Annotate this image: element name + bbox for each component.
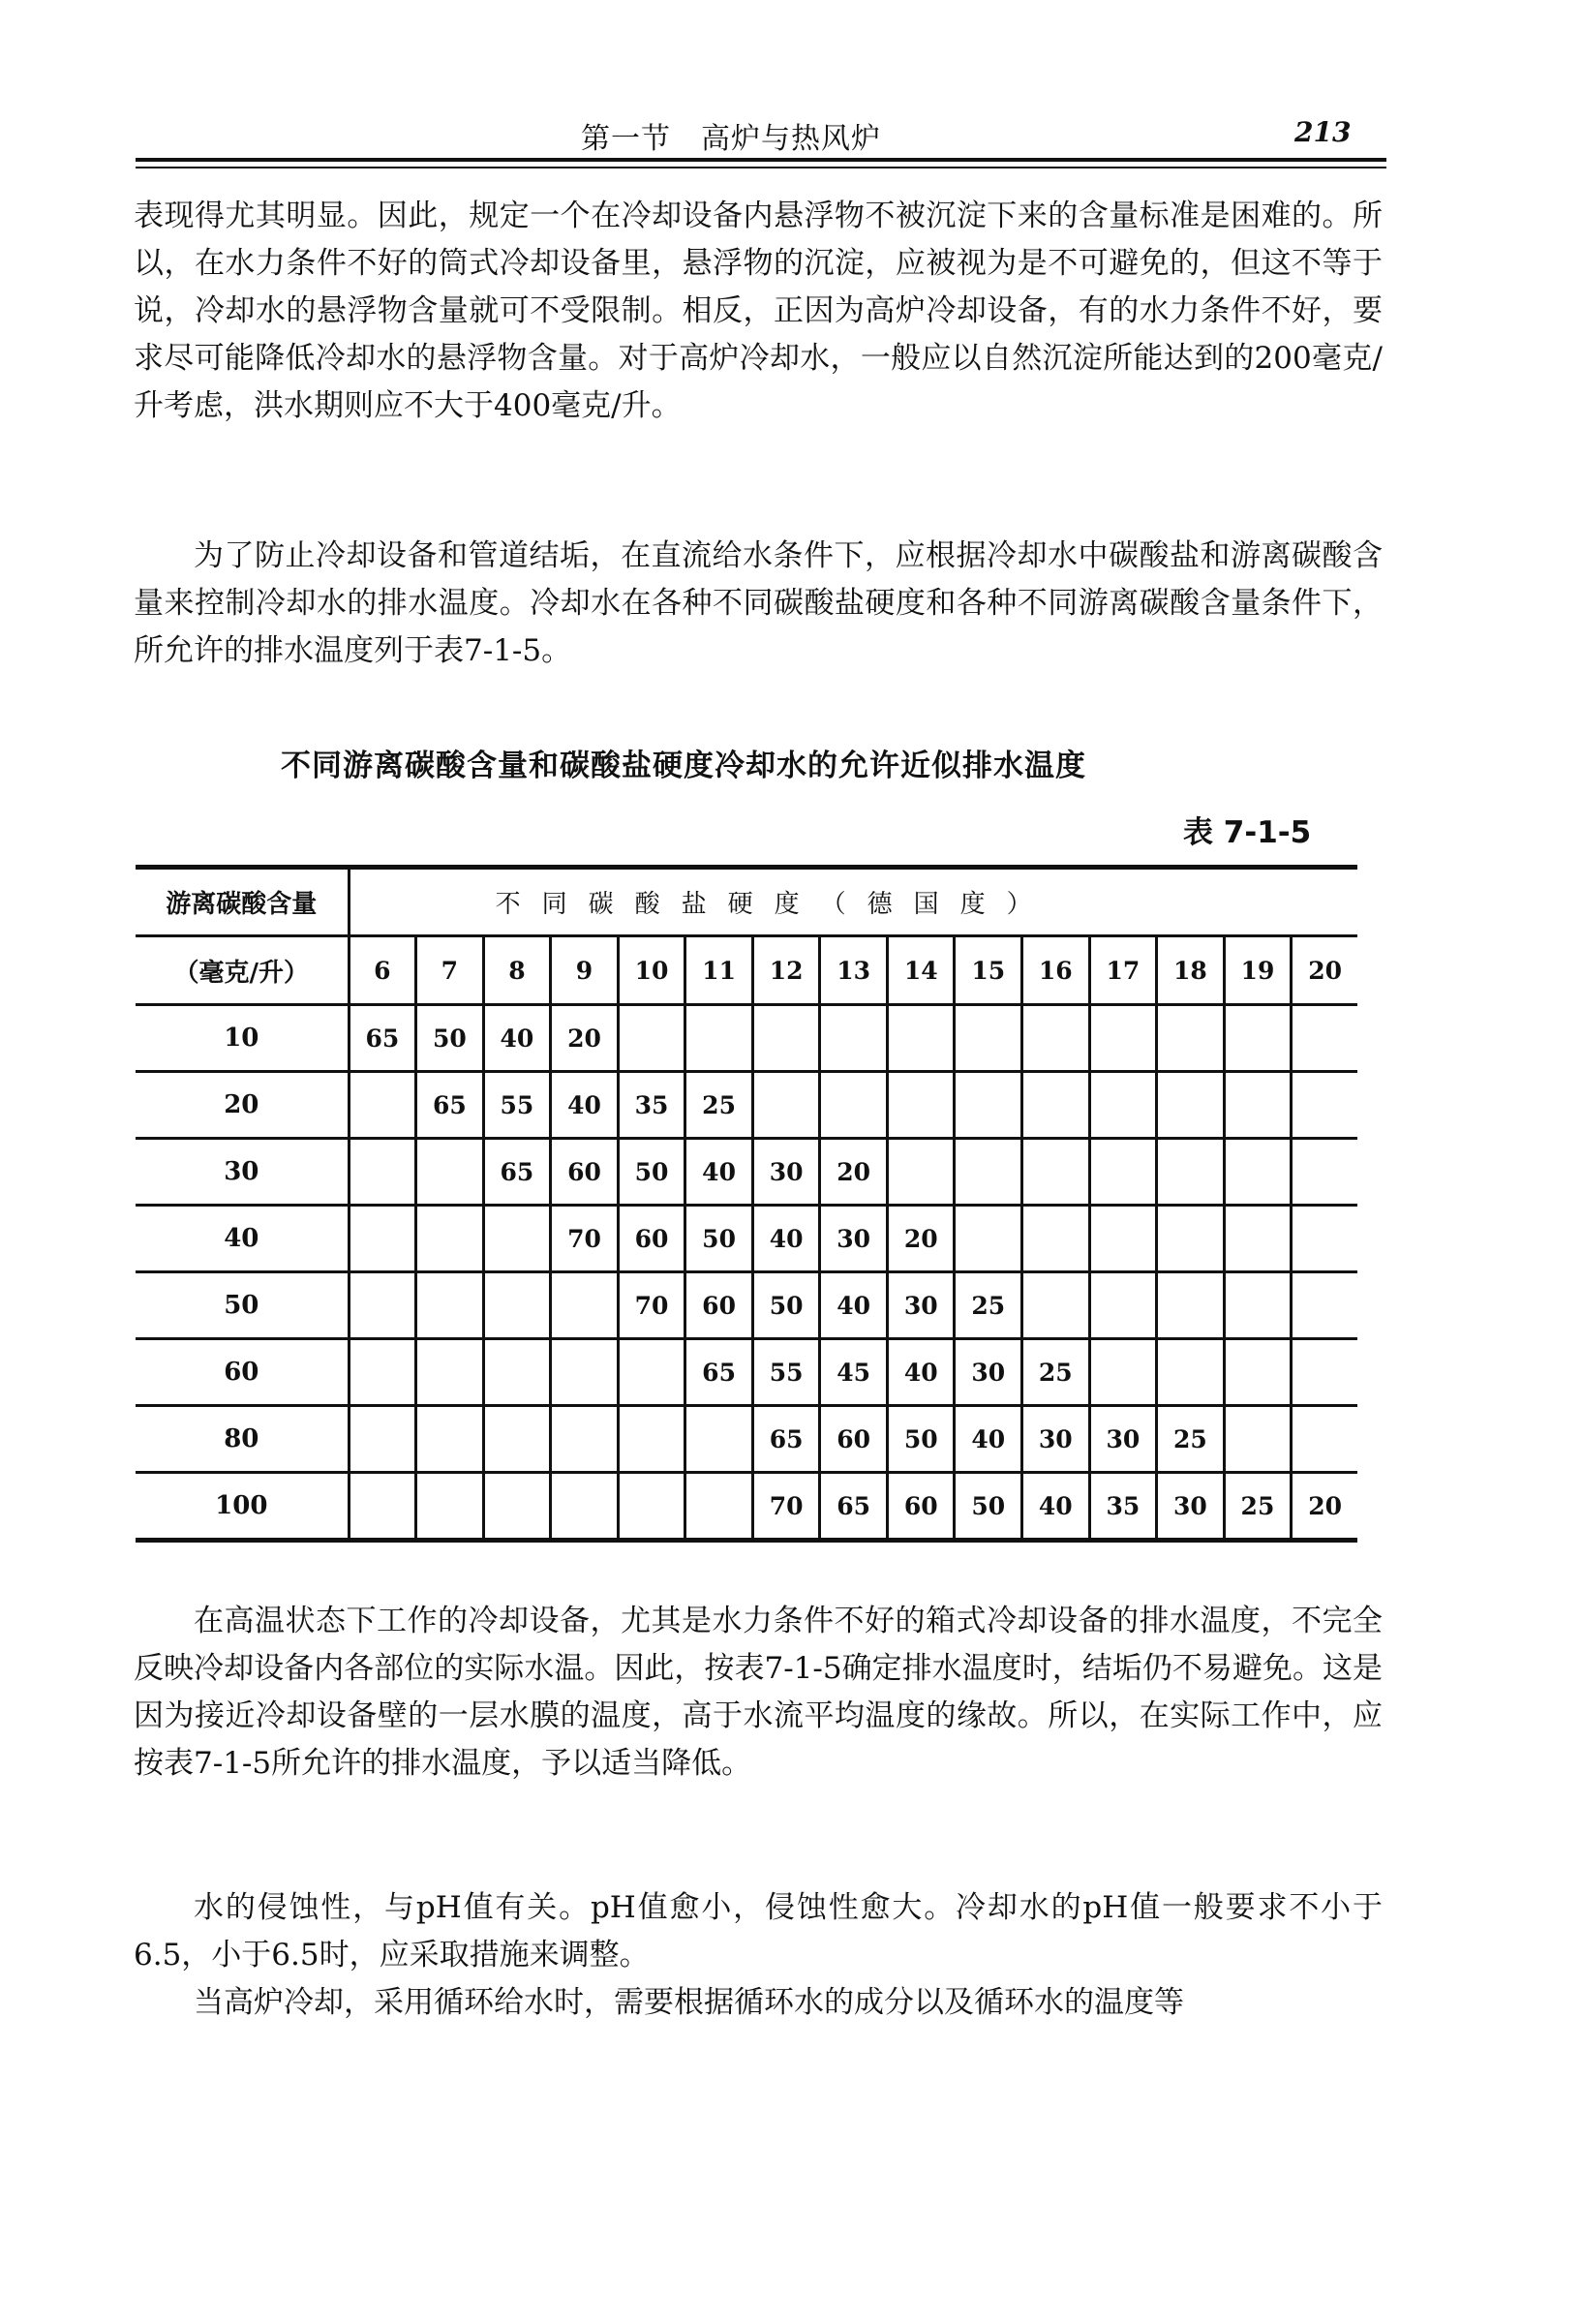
row-header-unit: （毫克/升） [136, 936, 349, 1005]
table-cell [1224, 1406, 1292, 1473]
table-cell: 60 [887, 1473, 955, 1541]
table-cell [618, 1339, 685, 1406]
table-row [136, 1206, 1357, 1272]
table-cell [1224, 1139, 1292, 1206]
table-cell [1089, 1139, 1157, 1206]
table-cell: 40 [887, 1339, 955, 1406]
table-cell [1022, 1139, 1090, 1206]
table-cell [955, 1139, 1022, 1206]
column-header-hardness: 14 [887, 936, 955, 1005]
column-header-hardness: 10 [618, 936, 685, 1005]
table-cell [887, 1072, 955, 1139]
table-cell [1089, 1339, 1157, 1406]
table-cell [416, 1272, 484, 1339]
table-cell [618, 1406, 685, 1473]
table-cell [1089, 1272, 1157, 1339]
table-cell [1157, 1272, 1225, 1339]
discharge-temperature-table [136, 865, 1357, 1543]
table-row [136, 1339, 1357, 1406]
column-header-hardness: 15 [955, 936, 1022, 1005]
table-cell [551, 1272, 619, 1339]
table-cell [752, 1072, 820, 1139]
table-cell [1157, 1339, 1225, 1406]
table-row [136, 1473, 1357, 1541]
table-cell [416, 1139, 484, 1206]
table-cell: 60 [618, 1206, 685, 1272]
header-rule-thin [136, 167, 1386, 168]
table-cell: 40 [820, 1272, 888, 1339]
table-cell [483, 1406, 551, 1473]
row-label-free-co2: 30 [136, 1139, 349, 1206]
column-header-hardness: 11 [685, 936, 753, 1005]
table-cell [1292, 1339, 1357, 1406]
table-cell [1292, 1005, 1357, 1072]
table-cell: 70 [551, 1206, 619, 1272]
table-cell [618, 1005, 685, 1072]
table-cell [887, 1005, 955, 1072]
table-cell: 30 [1022, 1406, 1090, 1473]
table-cell: 25 [685, 1072, 753, 1139]
table-cell [416, 1206, 484, 1272]
table-cell: 25 [1022, 1339, 1090, 1406]
table-title: 不同游离碳酸含量和碳酸盐硬度冷却水的允许近似排水温度 [281, 749, 1086, 783]
table-row [136, 1072, 1357, 1139]
table-cell [483, 1339, 551, 1406]
table-cell [416, 1473, 484, 1541]
table-cell: 40 [685, 1139, 753, 1206]
paragraph-ph-value: 水的侵蚀性，与pH值有关。pH值愈小，侵蚀性愈大。冷却水的pH值一般要求不小于6.5，小于6.5时，应采取措施来调整。 [134, 1890, 1383, 1972]
table-cell [1022, 1005, 1090, 1072]
table-cell: 30 [1157, 1473, 1225, 1541]
table-row [136, 1406, 1357, 1473]
table-cell: 30 [887, 1272, 955, 1339]
table-cell [349, 1473, 416, 1541]
column-header-hardness: 6 [349, 936, 416, 1005]
table-cell: 25 [955, 1272, 1022, 1339]
table-cell: 20 [820, 1139, 888, 1206]
table-cell [1157, 1072, 1225, 1139]
table-cell: 60 [551, 1139, 619, 1206]
paragraph-high-temperature: 在高温状态下工作的冷却设备，尤其是水力条件不好的箱式冷却设备的排水温度，不完全反映冷却设备内各部位的实际水温。因此，按表7-1-5确定排水温度时，结垢仍不易避免。这是因为接近冷却设备壁的一层水膜的温度，高于水流平均温度的缘故。所以，在实际工作中，应按表7-1-5所允许的排水温度，予以适当降低。 [134, 1604, 1383, 1781]
table-cell [887, 1139, 955, 1206]
table-cell: 65 [416, 1072, 484, 1139]
paragraph-scaling-prevention: 为了防止冷却设备和管道结垢，在直流给水条件下，应根据冷却水中碳酸盐和游离碳酸含量来控制冷却水的排水温度。冷却水在各种不同碳酸盐硬度和各种不同游离碳酸含量条件下，所允许的排水温度列于表7-1-5。 [134, 538, 1383, 668]
table-cell [1224, 1005, 1292, 1072]
row-label-free-co2: 20 [136, 1072, 349, 1139]
table-cell: 40 [483, 1005, 551, 1072]
table-cell: 55 [752, 1339, 820, 1406]
table-cell [349, 1339, 416, 1406]
table-cell: 35 [1089, 1473, 1157, 1541]
table-cell [349, 1206, 416, 1272]
table-cell [820, 1072, 888, 1139]
table-cell [1292, 1206, 1357, 1272]
table-cell: 65 [820, 1473, 888, 1541]
table-row [136, 1139, 1357, 1206]
paragraph-circulating-water: 当高炉冷却，采用循环给水时，需要根据循环水的成分以及循环水的温度等 [194, 1985, 1184, 2020]
table-cell: 55 [483, 1072, 551, 1139]
table-cell [1089, 1206, 1157, 1272]
table-cell: 65 [685, 1339, 753, 1406]
page-number: 213 [1294, 116, 1352, 148]
table-cell [1022, 1072, 1090, 1139]
table-cell [1292, 1139, 1357, 1206]
row-label-free-co2: 10 [136, 1005, 349, 1072]
table-cell: 35 [618, 1072, 685, 1139]
table-cell [1224, 1072, 1292, 1139]
table-cell [1224, 1206, 1292, 1272]
column-group-header: 不同碳酸盐硬度（德国度） [349, 868, 1357, 936]
table-cell: 50 [955, 1473, 1022, 1541]
table-cell [1157, 1206, 1225, 1272]
column-header-hardness: 7 [416, 936, 484, 1005]
section-title: 第一节 高炉与热风炉 [581, 122, 881, 156]
table-cell [1089, 1005, 1157, 1072]
table-cell: 50 [887, 1406, 955, 1473]
table-cell [1022, 1272, 1090, 1339]
column-header-hardness: 16 [1022, 936, 1090, 1005]
row-label-free-co2: 50 [136, 1272, 349, 1339]
table-cell: 40 [752, 1206, 820, 1272]
table-cell [1224, 1272, 1292, 1339]
row-label-free-co2: 100 [136, 1473, 349, 1541]
table-header-row [136, 868, 1357, 936]
table-cell: 70 [752, 1473, 820, 1541]
table-cell [483, 1473, 551, 1541]
table-cell [1224, 1339, 1292, 1406]
row-label-free-co2: 40 [136, 1206, 349, 1272]
column-header-hardness: 20 [1292, 936, 1357, 1005]
table-row [136, 1272, 1357, 1339]
table-cell: 60 [820, 1406, 888, 1473]
table-number: 表 7-1-5 [1183, 815, 1312, 850]
table-cell: 65 [483, 1139, 551, 1206]
column-header-hardness: 13 [820, 936, 888, 1005]
table-cell: 20 [1292, 1473, 1357, 1541]
table-cell [1292, 1406, 1357, 1473]
row-label-free-co2: 60 [136, 1339, 349, 1406]
header-rule-thick [136, 158, 1386, 162]
table-cell: 65 [349, 1005, 416, 1072]
table-row [136, 1005, 1357, 1072]
row-label-free-co2: 80 [136, 1406, 349, 1473]
column-header-hardness: 9 [551, 936, 619, 1005]
table-cell: 60 [685, 1272, 753, 1339]
table-cell [1022, 1206, 1090, 1272]
column-header-hardness: 17 [1089, 936, 1157, 1005]
table-cell: 50 [685, 1206, 753, 1272]
column-header-hardness: 8 [483, 936, 551, 1005]
table-cell [685, 1406, 753, 1473]
table-cell [1157, 1005, 1225, 1072]
table-cell [1157, 1139, 1225, 1206]
row-header-label: 游离碳酸含量 [166, 890, 318, 919]
table-cell [349, 1139, 416, 1206]
table-cell [685, 1005, 753, 1072]
table-cell: 65 [752, 1406, 820, 1473]
table-cell [1089, 1072, 1157, 1139]
table-cell [416, 1339, 484, 1406]
table-cell [551, 1473, 619, 1541]
table-cell: 30 [1089, 1406, 1157, 1473]
table-cell: 30 [955, 1339, 1022, 1406]
table-cell [685, 1473, 753, 1541]
table-cell: 40 [955, 1406, 1022, 1473]
table-cell [618, 1473, 685, 1541]
table-cell [483, 1206, 551, 1272]
table-cell: 40 [551, 1072, 619, 1139]
table-cell [551, 1406, 619, 1473]
column-header-hardness: 12 [752, 936, 820, 1005]
table-cell: 45 [820, 1339, 888, 1406]
table-cell [820, 1005, 888, 1072]
table-cell: 50 [618, 1139, 685, 1206]
table-cell: 20 [887, 1206, 955, 1272]
table-cell [483, 1272, 551, 1339]
column-header-hardness: 19 [1224, 936, 1292, 1005]
table-cell: 25 [1224, 1473, 1292, 1541]
table-cell: 20 [551, 1005, 619, 1072]
table-cell: 50 [416, 1005, 484, 1072]
table-cell: 50 [752, 1272, 820, 1339]
table-cell [551, 1339, 619, 1406]
table-cell [1292, 1272, 1357, 1339]
paragraph-suspended-solids: 表现得尤其明显。因此，规定一个在冷却设备内悬浮物不被沉淀下来的含量标准是困难的。所以，在水力条件不好的筒式冷却设备里，悬浮物的沉淀，应被视为是不可避免的，但这不等于说，冷却水的悬浮物含量就可不受限制。相反，正因为高炉冷却设备，有的水力条件不好，要求尽可能降低冷却水的悬浮物含量。对于高炉冷却水，一般应以自然沉淀所能达到的200毫克/升考虑，洪水期则应不大于400毫克/升。 [134, 199, 1383, 423]
column-header-hardness: 18 [1157, 936, 1225, 1005]
table-cell [1292, 1072, 1357, 1139]
table-cell [349, 1272, 416, 1339]
table-cell [955, 1206, 1022, 1272]
table-cell: 40 [1022, 1473, 1090, 1541]
table-cell: 25 [1157, 1406, 1225, 1473]
table-cell [416, 1406, 484, 1473]
table-cell: 30 [820, 1206, 888, 1272]
table-cell [955, 1005, 1022, 1072]
table-cell [349, 1072, 416, 1139]
table-column-header-row [136, 936, 1357, 1005]
table-cell [752, 1005, 820, 1072]
table-cell [955, 1072, 1022, 1139]
table-cell: 70 [618, 1272, 685, 1339]
table-cell: 30 [752, 1139, 820, 1206]
table-cell [349, 1406, 416, 1473]
